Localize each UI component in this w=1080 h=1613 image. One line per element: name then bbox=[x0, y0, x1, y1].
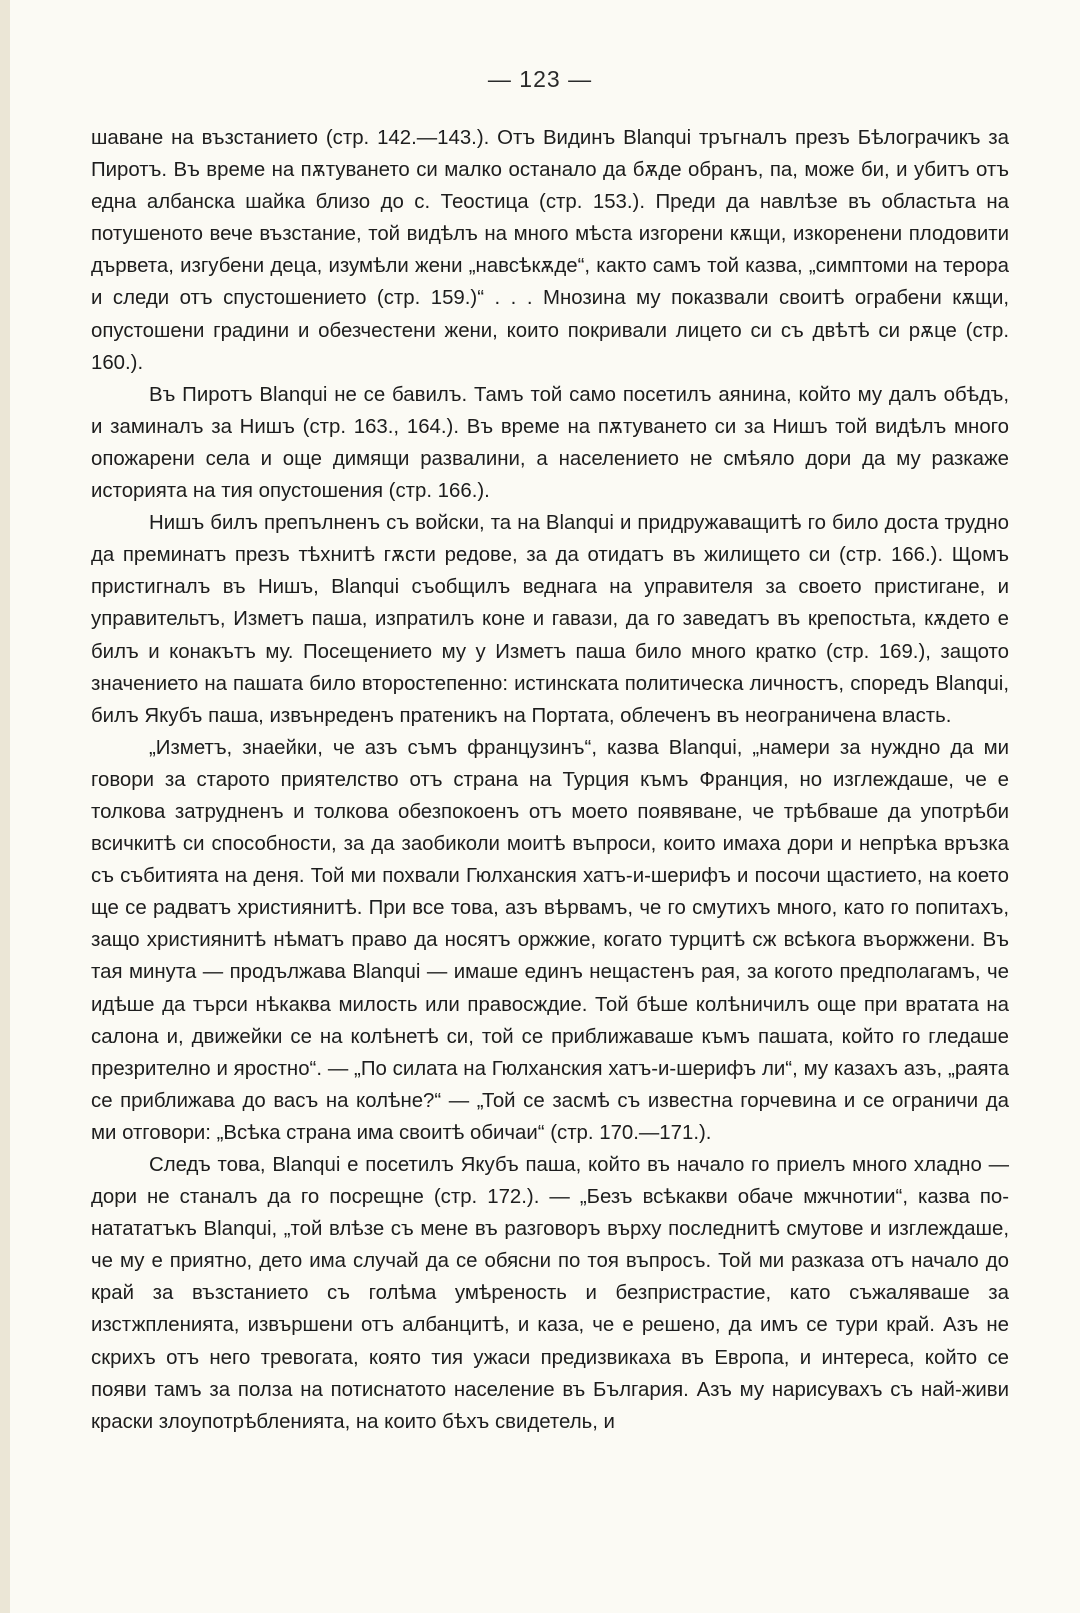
page-gutter bbox=[0, 0, 10, 1613]
body-text bbox=[91, 122, 1009, 1438]
page-number: — 123 — bbox=[487, 66, 593, 92]
paragraph-3: Нишъ билъ препълненъ съ войски, та на Blanqui и придружаващитѣ го било доста трудно да преминатъ презъ тѣхнитѣ гѫсти редове, за да отидатъ въ жилището си (стр. 166.). Щомъ пристигналъ въ Нишъ, Blanqui съобщилъ веднага на управителя за своето пристигане, и управительтъ, Изметъ паша, изпратилъ коне и гавази, да го заведатъ въ крепостьта, кѫдето е билъ и конакътъ му. Посещението му у Изметъ паша било много кратко (стр. 169.), защото значението на пашата било второстепенно: истинската политическа личностъ, споредъ Blanqui, билъ Якубъ паша, извънреденъ пратеникъ на Портата, облеченъ въ неограничена власть. bbox=[91, 512, 1009, 727]
paragraph-4: „Изметъ, знаейки, че азъ съмъ французинъ“, казва Blanqui, „намери за нуждно да ми говори за старото приятелство отъ страна на Турция къмъ Франция, но изглеждаше, че е толкова затрудненъ и толкова обезпокоенъ отъ моето появяване, че трѣбваше да употрѣби всичкитѣ си способности, за да заобиколи моитѣ въпроси, които имаха дори и непрѣка връзка съ събитията на деня. Той ми похвали Гюлханския хатъ-и-шерифъ и посочи щастието, на което ще се радватъ християнитѣ. При все това, азъ вѣрвамъ, че го смутихъ много, като го попитахъ, защо християнитѣ нѣматъ право да носятъ оржжие, когато турцитѣ сж всѣкога въоржжени. Въ тая минута — продължава Blanqui — имаше единъ нещастенъ рая, за когото предполагамъ, че идѣше да търси нѣкаква милость или правосждие. Той бѣше колѣничилъ още при вратата на салона и, движейки се на колѣнетѣ си, той се приближаваше къмъ пашата, който го гледаше презрително и яростно“. — „По силата на Гюлханския хатъ-и-шерифъ ли“, му казахъ азъ, „раята се приближава до васъ на колѣне?“ — „Той се засмѣ съ известна горчевина и се ограничи да ми отговори: „Всѣка страна има своитѣ обичаи“ (стр. 170.—171.). bbox=[91, 736, 1009, 1144]
paragraph-5: Следъ това, Blanqui е посетилъ Якубъ паша, който въ начало го приелъ много хладно — дори не станалъ да го посрещне (стр. 172.). — „Безъ всѣкакви обаче мжчнотии“, казва по-натататъкъ Blanqui, „той влѣзе съ мене въ разговоръ върху последнитѣ смутове и изглеждаше, че му е приятно, дето има случай да се обясни по тоя въпросъ. Той ми разказа отъ начало до край за възстанието съ голѣма умѣреность и безпристрастие, като съжаляваше за изстжпленията, извършени отъ албанцитѣ, и каза, че е решено, да имъ се тури край. Азъ не скрихъ отъ него тревогата, която тия ужаси предизвикаха въ Европа, и интереса, който се появи тамъ за полза на потиснатото население въ България. Азъ му нарисувахъ съ най-живи краски злоупотрѣбленията, на които бѣхъ свидетель, и bbox=[91, 1154, 1009, 1433]
paragraph-2: Въ Пиротъ Blanqui не се бавилъ. Тамъ той само посетилъ аянина, който му далъ обѣдъ, и заминалъ за Нишъ (стр. 163., 164.). Въ време на пѫтуването си за Нишъ той видѣлъ много опожарени села и още димящи развалини, а населението не смѣяло дори да му разкаже историята на тия опустошения (стр. 166.). bbox=[91, 383, 1009, 503]
paragraph-1: шаване на възстанието (стр. 142.—143.). Отъ Видинъ Blanqui тръгналъ презъ Бѣлограчикъ за Пиротъ. Въ време на пѫтуването си малко останало да бѫде обранъ, па, може би, и убитъ отъ една албанска шайка близо до с. Теостица (стр. 153.). Преди да навлѣзе въ областьта на потушеното вече възстание, той видѣлъ на много мѣста изгорени кѫщи, изкоренени плодовити дървета, изгубени деца, изумѣли жени „навсѣкѫде“, както самъ той казва, „симптоми на терора и следи отъ спустошението (стр. 159.)“ . . . Мнозина му показвали своитѣ ограбени кѫщи, опустошени градини и обезчестени жени, които покривали лицето си съ двѣтѣ си рѫце (стр. 160.). bbox=[91, 127, 1009, 374]
